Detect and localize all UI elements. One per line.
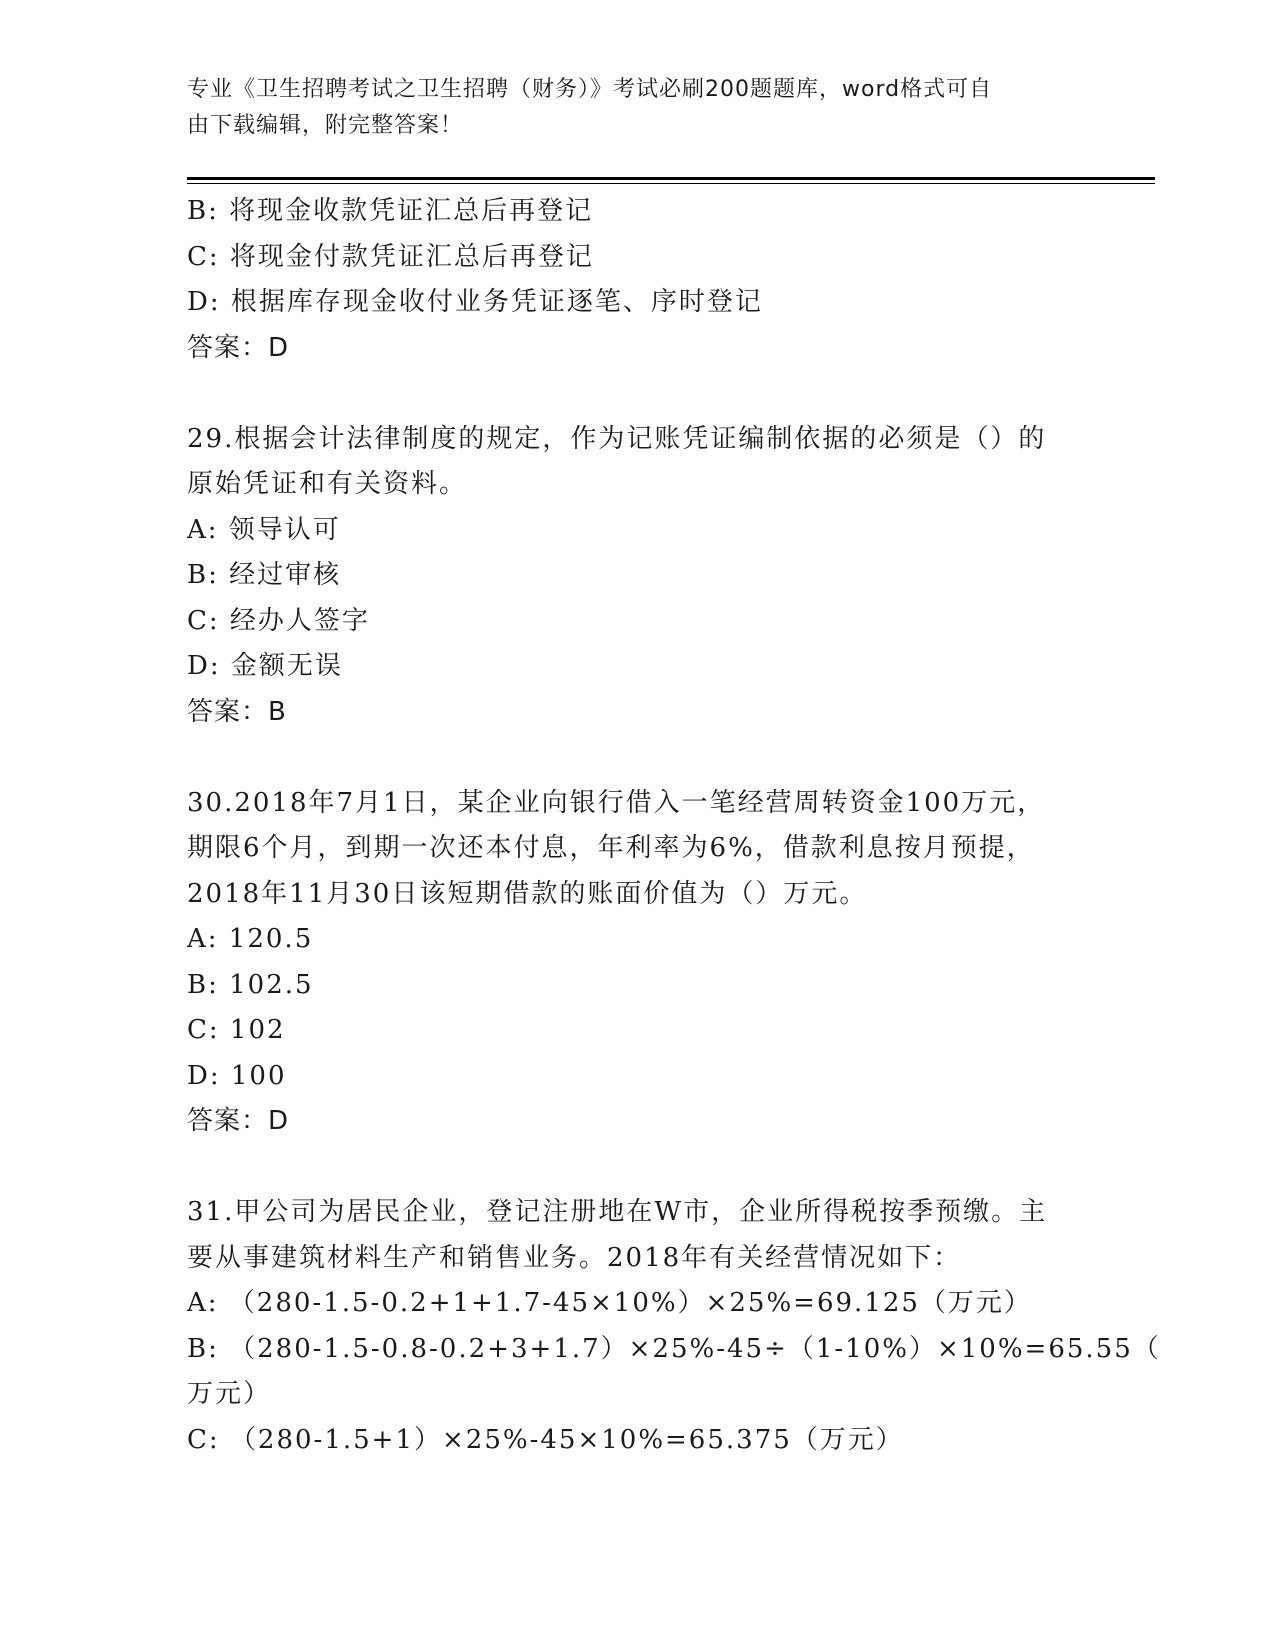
question-28-option-d: D: 根据库存现金收付业务凭证逐笔、序时登记 <box>187 287 763 317</box>
question-29-text-line-2: 原始凭证和有关资料。 <box>187 469 468 499</box>
question-29-option-d: D: 金额无误 <box>187 651 343 681</box>
question-29-block <box>187 417 1087 736</box>
question-29-option-b: B: 经过审核 <box>187 560 342 590</box>
question-31-text-line-1: 31.甲公司为居民企业，登记注册地在W市，企业所得税按季预缴。主 <box>187 1197 1048 1227</box>
question-29-option-c: C: 经办人签字 <box>187 605 370 636</box>
question-29-text-line-1: 29.根据会计法律制度的规定，作为记账凭证编制依据的必须是（）的 <box>187 423 1047 454</box>
question-31-block <box>187 1190 1161 1463</box>
question-31-text-line-2: 要从事建筑材料生产和销售业务。2018年有关经营情况如下： <box>187 1242 962 1273</box>
question-29-option-a: A: 领导认可 <box>187 514 341 545</box>
question-28-option-c: C: 将现金付款凭证汇总后再登记 <box>187 241 594 272</box>
header-divider-thin <box>187 183 1155 184</box>
header-line-1: 专业《卫生招聘考试之卫生招聘（财务）》考试必刷200题题库，word格式可自 <box>187 77 993 102</box>
question-30-block <box>187 781 1087 1145</box>
question-31-option-b-line-2: 万元） <box>187 1379 272 1409</box>
question-30-text-line-2: 期限6个月，到期一次还本付息，年利率为6%，借款利息按月预提， <box>187 833 1035 863</box>
spacer <box>187 1145 1087 1191</box>
question-30-text-line-1: 30.2018年7月1日，某企业向银行借入一笔经营周转资金100万元， <box>187 787 1046 818</box>
document-body <box>187 189 1161 1463</box>
question-28-block <box>187 189 1087 371</box>
question-31-option-c: C: （280-1.5+1）×25%-45×10%=65.375（万元） <box>187 1424 904 1455</box>
question-28-option-b: B: 将现金收款凭证汇总后再登记 <box>187 196 594 226</box>
question-30-option-b: B: 102.5 <box>187 969 314 1000</box>
question-31-option-b-line-1: B: （280-1.5-0.8-0.2+3+1.7）×25%-45÷（1-10%）×10%=65.55（ <box>187 1333 1161 1364</box>
spacer <box>187 371 1087 417</box>
question-30-option-d: D: 100 <box>187 1060 287 1091</box>
header-divider-thick <box>187 177 1155 180</box>
document-header <box>187 72 1067 144</box>
question-31-option-a: A: （280-1.5-0.2+1+1.7-45×10%）×25%=69.125（万元） <box>187 1288 1032 1318</box>
question-30-text-line-3: 2018年11月30日该短期借款的账面价值为（）万元。 <box>187 878 868 909</box>
question-28-answer: 答案：D <box>187 332 290 363</box>
question-29-answer: 答案：B <box>187 696 287 727</box>
question-30-option-a: A: 120.5 <box>187 924 314 954</box>
question-30-option-c: C: 102 <box>187 1015 286 1045</box>
spacer <box>187 735 1087 781</box>
header-line-2: 由下载编辑，附完整答案！ <box>187 113 464 138</box>
question-30-answer: 答案：D <box>187 1106 290 1136</box>
